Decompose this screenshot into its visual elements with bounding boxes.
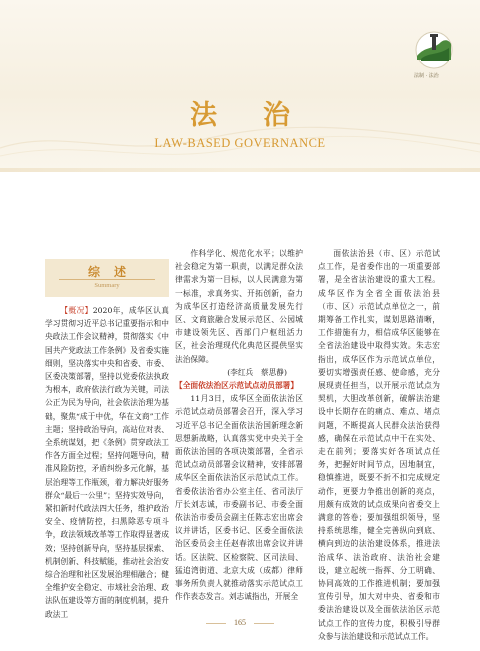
logo-caption: 法制 · 法治 bbox=[414, 73, 439, 79]
summary-divider bbox=[59, 279, 155, 280]
page-number: 165 bbox=[234, 618, 246, 627]
page-title-english: LAW-BASED GOVERNANCE bbox=[154, 136, 326, 150]
district-logo-icon bbox=[411, 30, 457, 70]
overview-paragraph-continued: 作科学化、规范化水平；以维护社会稳定为第一职责，以满足群众法律需求为第一目标，以人民满意为第一标准，求真务实、开拓创新，奋力为成华区打造经济高质量发展先行区、文商旅融合发展示范区、公园城市建设领先区、西部门户枢纽活力区，社会治理现代化典范区提供坚实法治保障。 bbox=[175, 249, 303, 364]
overview-text: 2020年，成华区认真学习贯彻习近平总书记重要指示和中央政法工作会议精神，贯彻落实《中国共产党政法工作条例》及省委实施细则，坚决落实中央和省委、市委、区委决策部署，坚持以党委依法执政为根本，政府依法行政为关键，司法公正为民为导向，社会依法治理为基础，聚焦“成于中优，华在文商”工作主题；坚持政治导向，高站位对表、全系统谋划，把《条例》贯穿政法工作各方面全过程；坚持问题导向，精准风险防控，矛盾纠纷多元化解，基层治理等工作瓶颈，着力解决好服务群众“最后一公里”；坚持实效导向，紧扣新时代政法四大任务，维护政治安全、疫情防控，扫黑除恶专项斗争，政法领域改革等工作取得显著成效；坚持创新导向，坚持基层探索、机制创新、科技赋能，推动社会治安综合治理和社区发展治理相融合；健全维护安全稳定、市域社会治理、政法队伍建设等方面的制度机制，提升政法工 bbox=[45, 306, 169, 619]
overview-paragraph bbox=[45, 304, 169, 621]
text-column-1 bbox=[45, 304, 169, 621]
summary-title: 综述 bbox=[87, 265, 140, 279]
meeting-paragraph: 11月3日，成华区全面依法治区示范试点动员部署会召开，深入学习习近平总书记全面依法治国新理念新思想新战略，认真落实党中央关于全面依法治国的各项决策部署，全省示范试点动员部署会议精神，安排部署成华区全面依法治区示范试点工作。省委依法治省办公室主任、省司法厅厅长刘志诚，市委副书记、市委全面依法治市委员会副主任陈志宏出席会议并讲话，区委书记、区委全面依法治区委员会主任赵春浓出席会议并讲话。区法院、区检察院、区司法局、猛追湾街道、北京大成（成都）律师事务所负责人就推动落实示范试点工作作表态发言。刘志诚指出，开展全 bbox=[175, 394, 303, 602]
meeting-paragraph-continued: 面依法治县（市、区）示范试点工作，是省委作出的一项重要部署，是全省法治建设的重大工程。成华区作为全省全面依法治县（市、区）示范试点单位之一，前期筹备工作扎实，谋划思路清晰，工作措施有力，相信成华区能够在全省法治建设中取得实效。朱志宏指出，成华区作为示范试点单位，要切实增强责任感、使命感，充分展现责任担当，以开展示范试点为契机，大胆改革创新，破解法治建设中长期存在的痛点、难点、堵点问题，不断提高人民群众法治获得感，确保在示范试点中干在实处、走在前列；要落实好各项试点任务，把握好时间节点，因地制宜，稳慎推进，既要不折不扣完成规定动作，更要力争推出创新的亮点，用颇有成效的试点成果向省委交上满意的答卷；要加强组织领导，坚持系统思维，健全完善纵向到底、横向到边的法治建设体系，推进法治成华、法治政府、法治社会建设，建立起统一指挥、分工明确、协同高效的工作推进机制；要加强宣传引导，加大对中央、省委和市委法治建设以及全面依法治区示范试点工作的宣传力度，积极引导群众参与法治建设和示范试点工作。 bbox=[318, 249, 440, 641]
summary-subtitle: Summary bbox=[94, 282, 120, 289]
summary-section-box bbox=[45, 259, 169, 297]
author-signature: (李红兵 蔡思静) bbox=[227, 367, 287, 377]
overview-tag: 【概况】 bbox=[60, 306, 93, 315]
text-column-3 bbox=[318, 247, 440, 643]
page-number-rule-right bbox=[254, 623, 274, 624]
text-column-2 bbox=[175, 247, 303, 603]
section-subheading: 【全面依法治区示范试点动员部署】 bbox=[175, 381, 299, 391]
page-title: 法治 bbox=[190, 100, 336, 131]
